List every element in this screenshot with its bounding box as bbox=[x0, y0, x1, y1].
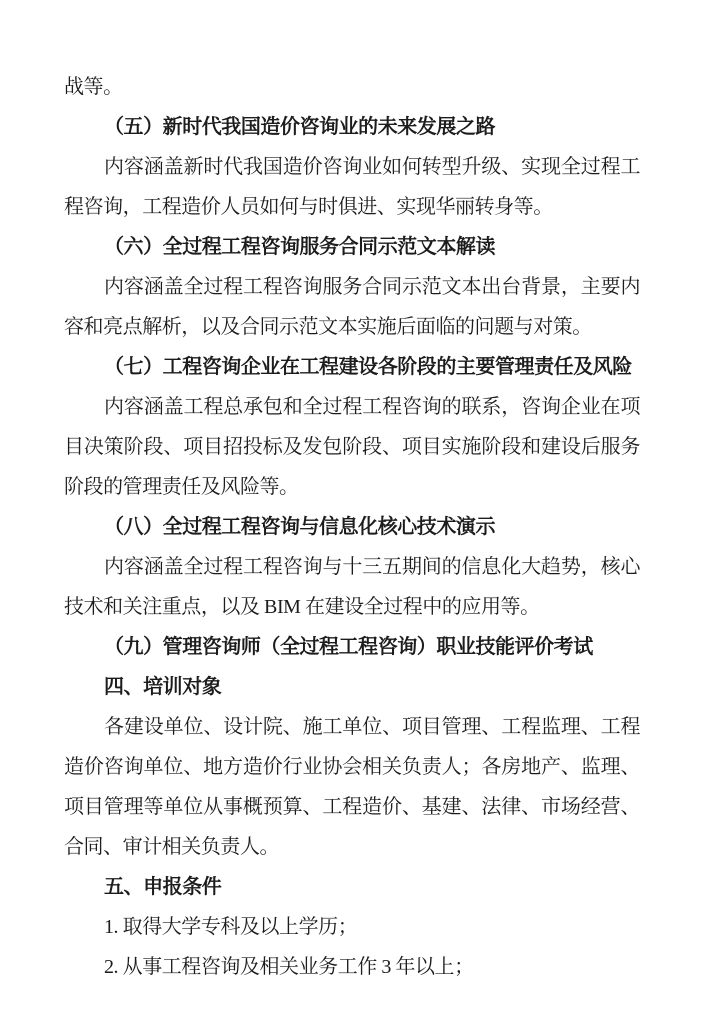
section-5-paragraph: 内容涵盖新时代我国造价咨询业如何转型升级、实现全过程工程咨询，工程造价人员如何与时俱进、实现华丽转身等。 bbox=[64, 156, 640, 218]
section-heading-7: （七）工程咨询企业在工程建设各阶段的主要管理责任及风险 bbox=[104, 356, 632, 378]
section-heading-9: （九）管理咨询师（全过程工程咨询）职业技能评价考试 bbox=[104, 636, 593, 658]
condition-item-1: 1. 取得大学专科及以上学历； bbox=[104, 916, 358, 938]
section-heading-6: （六）全过程工程咨询服务合同示范文本解读 bbox=[104, 236, 495, 258]
document-body bbox=[64, 67, 640, 987]
chapter-heading-training-targets: 四、培训对象 bbox=[104, 676, 222, 698]
section-heading-8: （八）全过程工程咨询与信息化核心技术演示 bbox=[104, 516, 495, 538]
chapter-heading-application-conditions: 五、申报条件 bbox=[104, 876, 222, 898]
paragraph-continuation: 战等。 bbox=[64, 76, 123, 98]
section-7-paragraph: 内容涵盖工程总承包和全过程工程咨询的联系，咨询企业在项目决策阶段、项目招投标及发包阶段、项目实施阶段和建设后服务阶段的管理责任及风险等。 bbox=[64, 396, 640, 498]
condition-item-2: 2. 从事工程咨询及相关业务工作 3 年以上； bbox=[104, 956, 474, 978]
section-heading-5: （五）新时代我国造价咨询业的未来发展之路 bbox=[104, 116, 495, 138]
section-8-paragraph: 内容涵盖全过程工程咨询与十三五期间的信息化大趋势，核心技术和关注重点，以及 BIM 在建设全过程中的应用等。 bbox=[64, 556, 640, 618]
training-targets-paragraph: 各建设单位、设计院、施工单位、项目管理、工程监理、工程造价咨询单位、地方造价行业协会相关负责人；各房地产、监理、项目管理等单位从事概预算、工程造价、基建、法律、市场经营、合同、审计相关负责人。 bbox=[64, 716, 640, 858]
section-6-paragraph: 内容涵盖全过程工程咨询服务合同示范文本出台背景，主要内容和亮点解析，以及合同示范文本实施后面临的问题与对策。 bbox=[64, 276, 640, 338]
